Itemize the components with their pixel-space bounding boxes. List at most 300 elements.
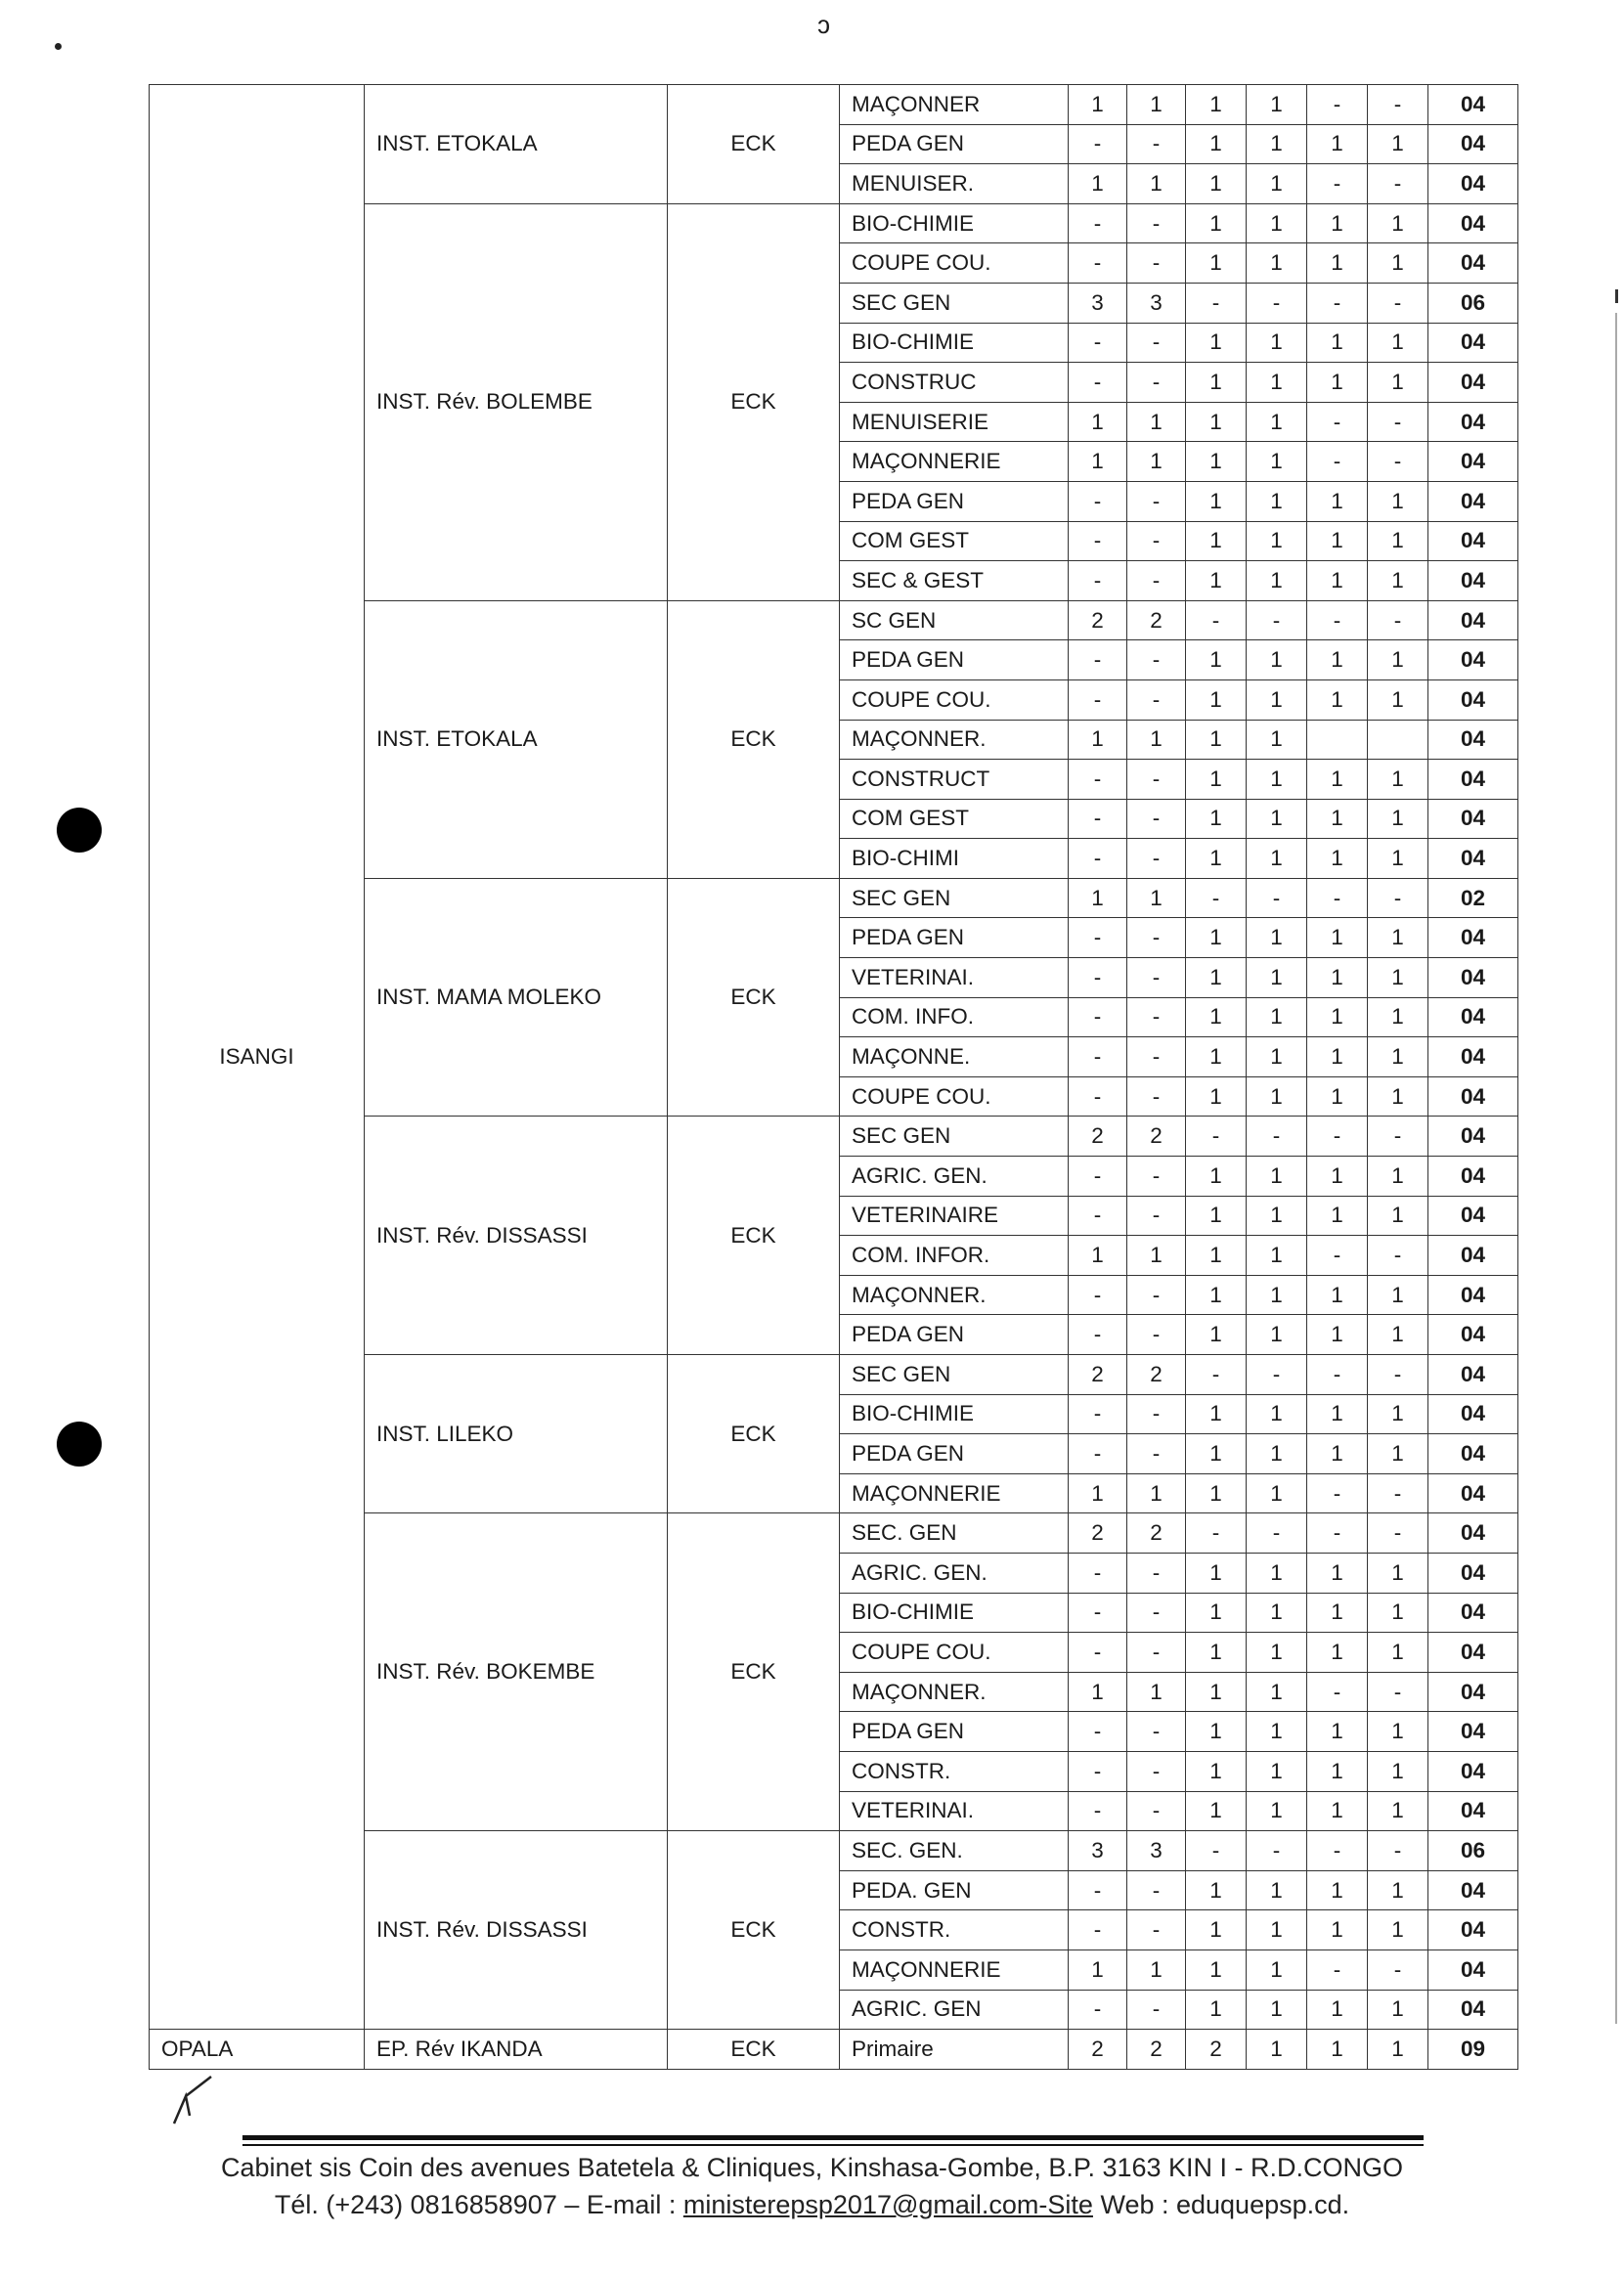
class-count-cell: -: [1069, 323, 1127, 363]
section-cell: BIO-CHIMI: [840, 839, 1069, 879]
class-count-cell: -: [1368, 1355, 1428, 1395]
class-count-cell: -: [1368, 1831, 1428, 1871]
total-cell: 06: [1428, 283, 1518, 323]
class-count-cell: 1: [1368, 561, 1428, 601]
section-cell: PEDA. GEN: [840, 1870, 1069, 1910]
class-count-cell: -: [1069, 1553, 1127, 1593]
class-count-cell: 2: [1069, 1513, 1127, 1554]
class-count-cell: 3: [1127, 1831, 1186, 1871]
page-mark: ɔ: [817, 10, 830, 39]
class-count-cell: -: [1069, 997, 1127, 1037]
school-code-cell: ECK: [668, 1513, 840, 1831]
class-count-cell: 1: [1186, 323, 1247, 363]
class-count-cell: 1: [1368, 1275, 1428, 1315]
total-cell: 04: [1428, 600, 1518, 640]
total-cell: 04: [1428, 1473, 1518, 1513]
class-count-cell: 1: [1127, 85, 1186, 125]
section-cell: CONSTR.: [840, 1751, 1069, 1791]
total-cell: 04: [1428, 1355, 1518, 1395]
class-count-cell: 1: [1186, 1037, 1247, 1077]
class-count-cell: 1: [1307, 1910, 1368, 1950]
class-count-cell: 1: [1247, 402, 1307, 442]
class-count-cell: 1: [1247, 997, 1307, 1037]
total-cell: 04: [1428, 124, 1518, 164]
total-cell: 04: [1428, 1553, 1518, 1593]
class-count-cell: 1: [1307, 958, 1368, 998]
class-count-cell: 1: [1186, 1910, 1247, 1950]
class-count-cell: 1: [1186, 1553, 1247, 1593]
total-cell: 04: [1428, 640, 1518, 680]
total-cell: 04: [1428, 918, 1518, 958]
class-count-cell: 1: [1186, 1990, 1247, 2030]
class-count-cell: -: [1069, 1037, 1127, 1077]
class-count-cell: 1: [1127, 442, 1186, 482]
class-count-cell: -: [1186, 1831, 1247, 1871]
class-count-cell: 1: [1307, 640, 1368, 680]
class-count-cell: -: [1069, 918, 1127, 958]
class-count-cell: 1: [1247, 1434, 1307, 1474]
section-cell: MAÇONNER: [840, 85, 1069, 125]
section-cell: MAÇONNER.: [840, 1275, 1069, 1315]
class-count-cell: 1: [1368, 1196, 1428, 1236]
class-count-cell: 1: [1127, 720, 1186, 760]
class-count-cell: 1: [1186, 997, 1247, 1037]
class-count-cell: 1: [1307, 1037, 1368, 1077]
total-cell: 04: [1428, 402, 1518, 442]
class-count-cell: -: [1127, 1076, 1186, 1117]
class-count-cell: -: [1127, 1910, 1186, 1950]
total-cell: 04: [1428, 1196, 1518, 1236]
class-count-cell: 1: [1127, 1949, 1186, 1990]
class-count-cell: 1: [1307, 918, 1368, 958]
class-count-cell: 1: [1368, 1712, 1428, 1752]
class-count-cell: -: [1127, 958, 1186, 998]
class-count-cell: 1: [1368, 1394, 1428, 1434]
class-count-cell: -: [1127, 1791, 1186, 1831]
class-count-cell: 1: [1186, 640, 1247, 680]
class-count-cell: -: [1307, 402, 1368, 442]
class-count-cell: -: [1368, 442, 1428, 482]
class-count-cell: 1: [1186, 1236, 1247, 1276]
school-code-cell: ECK: [668, 2030, 840, 2070]
class-count-cell: -: [1307, 85, 1368, 125]
class-count-cell: -: [1368, 85, 1428, 125]
class-count-cell: -: [1368, 283, 1428, 323]
class-count-cell: -: [1127, 203, 1186, 243]
class-count-cell: -: [1368, 600, 1428, 640]
school-code-cell: ECK: [668, 600, 840, 878]
class-count-cell: 1: [1247, 839, 1307, 879]
class-count-cell: 1: [1247, 1990, 1307, 2030]
class-count-cell: -: [1186, 1355, 1247, 1395]
total-cell: 04: [1428, 1117, 1518, 1157]
class-count-cell: 1: [1368, 243, 1428, 284]
section-cell: COUPE COU.: [840, 1633, 1069, 1673]
total-cell: 09: [1428, 2030, 1518, 2070]
total-cell: 04: [1428, 1394, 1518, 1434]
class-count-cell: 1: [1307, 1751, 1368, 1791]
class-count-cell: -: [1247, 600, 1307, 640]
class-count-cell: 1: [1186, 760, 1247, 800]
class-count-cell: 1: [1186, 1791, 1247, 1831]
class-count-cell: -: [1069, 679, 1127, 720]
class-count-cell: 3: [1069, 283, 1127, 323]
total-cell: 04: [1428, 997, 1518, 1037]
signature-mark: [168, 2073, 227, 2131]
class-count-cell: -: [1069, 760, 1127, 800]
class-count-cell: -: [1247, 1117, 1307, 1157]
footer-contact: [0, 2190, 1624, 2220]
class-count-cell: 1: [1186, 1949, 1247, 1990]
total-cell: 04: [1428, 442, 1518, 482]
class-count-cell: 1: [1307, 1196, 1368, 1236]
class-count-cell: 2: [1127, 1513, 1186, 1554]
section-cell: SEC & GEST: [840, 561, 1069, 601]
class-count-cell: 1: [1186, 124, 1247, 164]
class-count-cell: 1: [1186, 521, 1247, 561]
class-count-cell: -: [1069, 1394, 1127, 1434]
total-cell: 04: [1428, 1870, 1518, 1910]
section-cell: SEC GEN: [840, 1117, 1069, 1157]
table-row: [150, 2030, 1518, 2070]
class-count-cell: -: [1368, 402, 1428, 442]
class-count-cell: 1: [1069, 442, 1127, 482]
class-count-cell: -: [1069, 363, 1127, 403]
class-count-cell: -: [1307, 164, 1368, 204]
class-count-cell: -: [1127, 1434, 1186, 1474]
section-cell: COM GEST: [840, 521, 1069, 561]
school-code-cell: ECK: [668, 85, 840, 204]
class-count-cell: 1: [1247, 323, 1307, 363]
total-cell: 04: [1428, 1513, 1518, 1554]
class-count-cell: 1: [1307, 1712, 1368, 1752]
total-cell: 04: [1428, 1037, 1518, 1077]
class-count-cell: -: [1069, 1196, 1127, 1236]
class-count-cell: 1: [1186, 799, 1247, 839]
class-count-cell: 1: [1247, 85, 1307, 125]
class-count-cell: -: [1186, 1117, 1247, 1157]
class-count-cell: -: [1307, 1672, 1368, 1712]
class-count-cell: 1: [1307, 997, 1368, 1037]
class-count-cell: 1: [1247, 1394, 1307, 1434]
class-count-cell: 1: [1247, 1633, 1307, 1673]
class-count-cell: 1: [1307, 1394, 1368, 1434]
scan-speck: [55, 43, 62, 50]
section-cell: AGRIC. GEN.: [840, 1157, 1069, 1197]
class-count-cell: 1: [1307, 1990, 1368, 2030]
section-cell: BIO-CHIMIE: [840, 203, 1069, 243]
class-count-cell: 2: [1186, 2030, 1247, 2070]
class-count-cell: 1: [1186, 1672, 1247, 1712]
class-count-cell: 1: [1186, 1076, 1247, 1117]
section-cell: COUPE COU.: [840, 243, 1069, 284]
section-cell: CONSTRUC: [840, 363, 1069, 403]
class-count-cell: 1: [1069, 1473, 1127, 1513]
school-name-cell: INST. Rév. BOLEMBE: [365, 203, 668, 600]
scan-edge-mark: [1615, 289, 1618, 303]
class-count-cell: 1: [1247, 720, 1307, 760]
class-count-cell: 1: [1127, 1236, 1186, 1276]
class-count-cell: -: [1127, 124, 1186, 164]
class-count-cell: 1: [1186, 720, 1247, 760]
section-cell: COM GEST: [840, 799, 1069, 839]
class-count-cell: -: [1127, 323, 1186, 363]
location-cell: OPALA: [150, 2030, 365, 2070]
school-code-cell: ECK: [668, 1831, 840, 2030]
section-cell: BIO-CHIMIE: [840, 1394, 1069, 1434]
class-count-cell: -: [1069, 1157, 1127, 1197]
total-cell: 04: [1428, 1275, 1518, 1315]
school-name-cell: INST. ETOKALA: [365, 600, 668, 878]
class-count-cell: -: [1069, 799, 1127, 839]
class-count-cell: 1: [1368, 997, 1428, 1037]
total-cell: 04: [1428, 679, 1518, 720]
class-count-cell: -: [1247, 878, 1307, 918]
footer-email-link[interactable]: ministerepsp2017@gmail.com-Site: [682, 2190, 1093, 2219]
class-count-cell: 1: [1307, 1870, 1368, 1910]
class-count-cell: -: [1127, 1157, 1186, 1197]
class-count-cell: -: [1069, 1593, 1127, 1633]
class-count-cell: 1: [1368, 640, 1428, 680]
class-count-cell: 1: [1247, 521, 1307, 561]
class-count-cell: 2: [1069, 1355, 1127, 1395]
class-count-cell: -: [1069, 1633, 1127, 1673]
class-count-cell: 1: [1368, 958, 1428, 998]
school-name-cell: INST. Rév. DISSASSI: [365, 1117, 668, 1355]
section-cell: MAÇONNER.: [840, 720, 1069, 760]
class-count-cell: 1: [1307, 203, 1368, 243]
class-count-cell: 1: [1307, 124, 1368, 164]
class-count-cell: 1: [1368, 1990, 1428, 2030]
section-cell: COUPE COU.: [840, 1076, 1069, 1117]
class-count-cell: -: [1247, 283, 1307, 323]
class-count-cell: -: [1069, 1910, 1127, 1950]
class-count-cell: 2: [1069, 1117, 1127, 1157]
total-cell: 04: [1428, 1633, 1518, 1673]
class-count-cell: 1: [1186, 561, 1247, 601]
section-cell: MENUISER.: [840, 164, 1069, 204]
class-count-cell: -: [1127, 1553, 1186, 1593]
class-count-cell: 1: [1247, 124, 1307, 164]
class-count-cell: 1: [1186, 1275, 1247, 1315]
section-cell: BIO-CHIMIE: [840, 323, 1069, 363]
class-count-cell: -: [1127, 481, 1186, 521]
class-count-cell: 1: [1186, 1633, 1247, 1673]
class-count-cell: 1: [1307, 1157, 1368, 1197]
total-cell: 04: [1428, 760, 1518, 800]
class-count-cell: 1: [1247, 164, 1307, 204]
class-count-cell: 1: [1368, 760, 1428, 800]
punch-hole-bottom: [57, 1422, 102, 1467]
class-count-cell: 1: [1069, 164, 1127, 204]
class-count-cell: 1: [1368, 1157, 1428, 1197]
total-cell: 04: [1428, 839, 1518, 879]
class-count-cell: 1: [1247, 203, 1307, 243]
class-count-cell: 1: [1307, 323, 1368, 363]
class-count-cell: 1: [1247, 1315, 1307, 1355]
class-count-cell: 2: [1127, 600, 1186, 640]
class-count-cell: -: [1069, 561, 1127, 601]
class-count-cell: -: [1247, 1355, 1307, 1395]
section-cell: PEDA GEN: [840, 481, 1069, 521]
class-count-cell: -: [1127, 640, 1186, 680]
class-count-cell: 1: [1186, 363, 1247, 403]
class-count-cell: -: [1127, 799, 1186, 839]
class-count-cell: -: [1127, 1990, 1186, 2030]
class-count-cell: 1: [1186, 442, 1247, 482]
total-cell: 04: [1428, 521, 1518, 561]
school-code-cell: ECK: [668, 1355, 840, 1513]
class-count-cell: 1: [1247, 1076, 1307, 1117]
class-count-cell: 1: [1247, 481, 1307, 521]
class-count-cell: 1: [1247, 243, 1307, 284]
total-cell: 04: [1428, 561, 1518, 601]
class-count-cell: 1: [1368, 1910, 1428, 1950]
section-cell: MAÇONNERIE: [840, 1473, 1069, 1513]
class-count-cell: 1: [1307, 363, 1368, 403]
total-cell: 04: [1428, 1434, 1518, 1474]
class-count-cell: 1: [1247, 1672, 1307, 1712]
class-count-cell: -: [1186, 1513, 1247, 1554]
class-count-cell: 1: [1368, 918, 1428, 958]
class-count-cell: 1: [1307, 799, 1368, 839]
class-count-cell: 1: [1186, 481, 1247, 521]
class-count-cell: -: [1069, 1076, 1127, 1117]
class-count-cell: 1: [1247, 1157, 1307, 1197]
class-count-cell: 3: [1127, 283, 1186, 323]
class-count-cell: 1: [1247, 1473, 1307, 1513]
punch-hole-top: [57, 808, 102, 853]
class-count-cell: -: [1069, 1712, 1127, 1752]
class-count-cell: -: [1069, 521, 1127, 561]
class-count-cell: 1: [1069, 1949, 1127, 1990]
class-count-cell: -: [1069, 203, 1127, 243]
class-count-cell: -: [1307, 1473, 1368, 1513]
class-count-cell: 1: [1368, 1751, 1428, 1791]
section-cell: SEC GEN: [840, 1355, 1069, 1395]
class-count-cell: -: [1127, 1037, 1186, 1077]
class-count-cell: 1: [1247, 1196, 1307, 1236]
total-cell: 04: [1428, 164, 1518, 204]
class-count-cell: 1: [1247, 1593, 1307, 1633]
class-count-cell: -: [1069, 640, 1127, 680]
class-count-cell: 1: [1127, 1473, 1186, 1513]
total-cell: 02: [1428, 878, 1518, 918]
class-count-cell: -: [1069, 1275, 1127, 1315]
class-count-cell: -: [1127, 997, 1186, 1037]
class-count-cell: 1: [1127, 1672, 1186, 1712]
section-cell: COUPE COU.: [840, 679, 1069, 720]
class-count-cell: 1: [1368, 1553, 1428, 1593]
class-count-cell: 1: [1247, 958, 1307, 998]
class-count-cell: 1: [1247, 1949, 1307, 1990]
class-count-cell: 1: [1307, 1315, 1368, 1355]
class-count-cell: 1: [1186, 164, 1247, 204]
class-count-cell: 1: [1247, 442, 1307, 482]
class-count-cell: -: [1307, 1236, 1368, 1276]
class-count-cell: 1: [1247, 2030, 1307, 2070]
total-cell: 04: [1428, 1990, 1518, 2030]
class-count-cell: 1: [1069, 878, 1127, 918]
section-cell: Primaire: [840, 2030, 1069, 2070]
class-count-cell: 1: [1186, 1473, 1247, 1513]
section-cell: PEDA GEN: [840, 1315, 1069, 1355]
school-code-cell: ECK: [668, 878, 840, 1117]
school-name-cell: INST. LILEKO: [365, 1355, 668, 1513]
section-cell: VETERINAI.: [840, 1791, 1069, 1831]
class-count-cell: -: [1127, 1593, 1186, 1633]
class-count-cell: 1: [1069, 720, 1127, 760]
class-count-cell: 1: [1127, 164, 1186, 204]
class-count-cell: 1: [1307, 839, 1368, 879]
section-cell: CONSTRUCT: [840, 760, 1069, 800]
section-cell: SEC GEN: [840, 283, 1069, 323]
allocation-table: [149, 84, 1518, 2070]
class-count-cell: -: [1127, 918, 1186, 958]
class-count-cell: -: [1368, 1473, 1428, 1513]
class-count-cell: 1: [1307, 561, 1368, 601]
school-code-cell: ECK: [668, 1117, 840, 1355]
class-count-cell: -: [1069, 1434, 1127, 1474]
class-count-cell: -: [1127, 1870, 1186, 1910]
class-count-cell: -: [1368, 164, 1428, 204]
class-count-cell: 1: [1368, 203, 1428, 243]
total-cell: 04: [1428, 1791, 1518, 1831]
class-count-cell: 1: [1186, 918, 1247, 958]
school-name-cell: EP. Rév IKANDA: [365, 2030, 668, 2070]
class-count-cell: 1: [1368, 1434, 1428, 1474]
section-cell: SEC GEN: [840, 878, 1069, 918]
class-count-cell: 1: [1307, 1593, 1368, 1633]
section-cell: PEDA GEN: [840, 918, 1069, 958]
class-count-cell: 1: [1247, 1870, 1307, 1910]
class-count-cell: -: [1368, 1236, 1428, 1276]
class-count-cell: -: [1307, 878, 1368, 918]
school-name-cell: INST. Rév. DISSASSI: [365, 1831, 668, 2030]
total-cell: 04: [1428, 1712, 1518, 1752]
footer-web: Web : eduquepsp.cd.: [1092, 2190, 1350, 2219]
school-name-cell: INST. Rév. BOKEMBE: [365, 1513, 668, 1831]
class-count-cell: 2: [1127, 1355, 1186, 1395]
total-cell: 04: [1428, 481, 1518, 521]
class-count-cell: -: [1368, 1513, 1428, 1554]
table-row: [150, 85, 1518, 125]
class-count-cell: 1: [1247, 1751, 1307, 1791]
total-cell: 04: [1428, 1593, 1518, 1633]
total-cell: 04: [1428, 1751, 1518, 1791]
school-name-cell: INST. MAMA MOLEKO: [365, 878, 668, 1117]
class-count-cell: -: [1368, 1672, 1428, 1712]
class-count-cell: -: [1069, 124, 1127, 164]
class-count-cell: 1: [1307, 1076, 1368, 1117]
class-count-cell: 1: [1307, 1434, 1368, 1474]
class-count-cell: -: [1307, 1117, 1368, 1157]
class-count-cell: 1: [1247, 1791, 1307, 1831]
class-count-cell: 1: [1247, 363, 1307, 403]
class-count-cell: -: [1069, 243, 1127, 284]
class-count-cell: 1: [1186, 402, 1247, 442]
class-count-cell: 1: [1307, 1633, 1368, 1673]
section-cell: AGRIC. GEN: [840, 1990, 1069, 2030]
footer-rule-thin: [242, 2144, 1424, 2146]
class-count-cell: 1: [1307, 760, 1368, 800]
class-count-cell: 1: [1186, 839, 1247, 879]
class-count-cell: [1307, 720, 1368, 760]
class-count-cell: -: [1186, 283, 1247, 323]
class-count-cell: -: [1127, 1196, 1186, 1236]
school-code-cell: ECK: [668, 203, 840, 600]
class-count-cell: 1: [1247, 1712, 1307, 1752]
